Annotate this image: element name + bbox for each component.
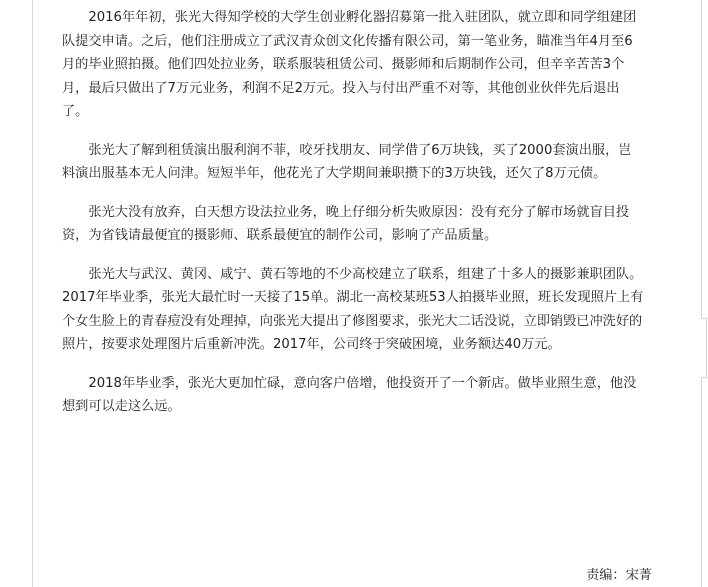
paragraph: 张光大了解到租赁演出服利润不菲，咬牙找朋友、同学借了6万块钱，买了2000套演出服，岂料演出服基本无人问津。短短半年，他花光了大学期间兼职攒下的3万块钱，还欠了8万元债。	[62, 142, 632, 181]
paragraph: 张光大与武汉、黄冈、咸宁、黄石等地的不少高校建立了联系，组建了十多人的摄影兼职团队。2017年毕业季，张光大最忙时一天接了15单。湖北一高校某班53人拍摄毕业照，班长发现照片上有个女生脸上的青春痘没有处理掉，向张光大提出了修图要求，张光大二话没说，立即销毁已冲洗好的照片，按要求处理图片后重新冲洗。2017年，公司终于突破困境，业务额达40万元。	[62, 266, 644, 352]
article-body	[62, 6, 644, 434]
right-border	[701, 0, 702, 587]
paragraph: 张光大没有放弃，白天想方设法拉业务，晚上仔细分析失败原因：没有充分了解市场就盲目投资，为省钱请最便宜的摄影师、联系最便宜的制作公司，影响了产品质量。	[62, 204, 630, 243]
paragraph: 2016年年初，张光大得知学校的大学生创业孵化器招募第一批入驻团队，就立即和同学组建团队提交申请。之后，他们注册成立了武汉青众创文化传播有限公司，第一笔业务，瞄准当年4月至6月的毕业照拍摄。他们四处拉业务，联系服装租赁公司、摄影师和后期制作公司，但辛辛苦苦3个月，最后只做出了7万元业务，利润不足2万元。投入与付出严重不对等，其他创业伙伴先后退出了。	[62, 10, 637, 119]
editor-credit: 责编：宋菁	[586, 568, 652, 583]
left-border	[32, 0, 33, 587]
paragraph: 2018年毕业季，张光大更加忙碌，意向客户倍增，他投资开了一个新店。做毕业照生意，他没想到可以走这么远。	[62, 375, 637, 414]
scroll-tab[interactable]	[701, 318, 707, 378]
